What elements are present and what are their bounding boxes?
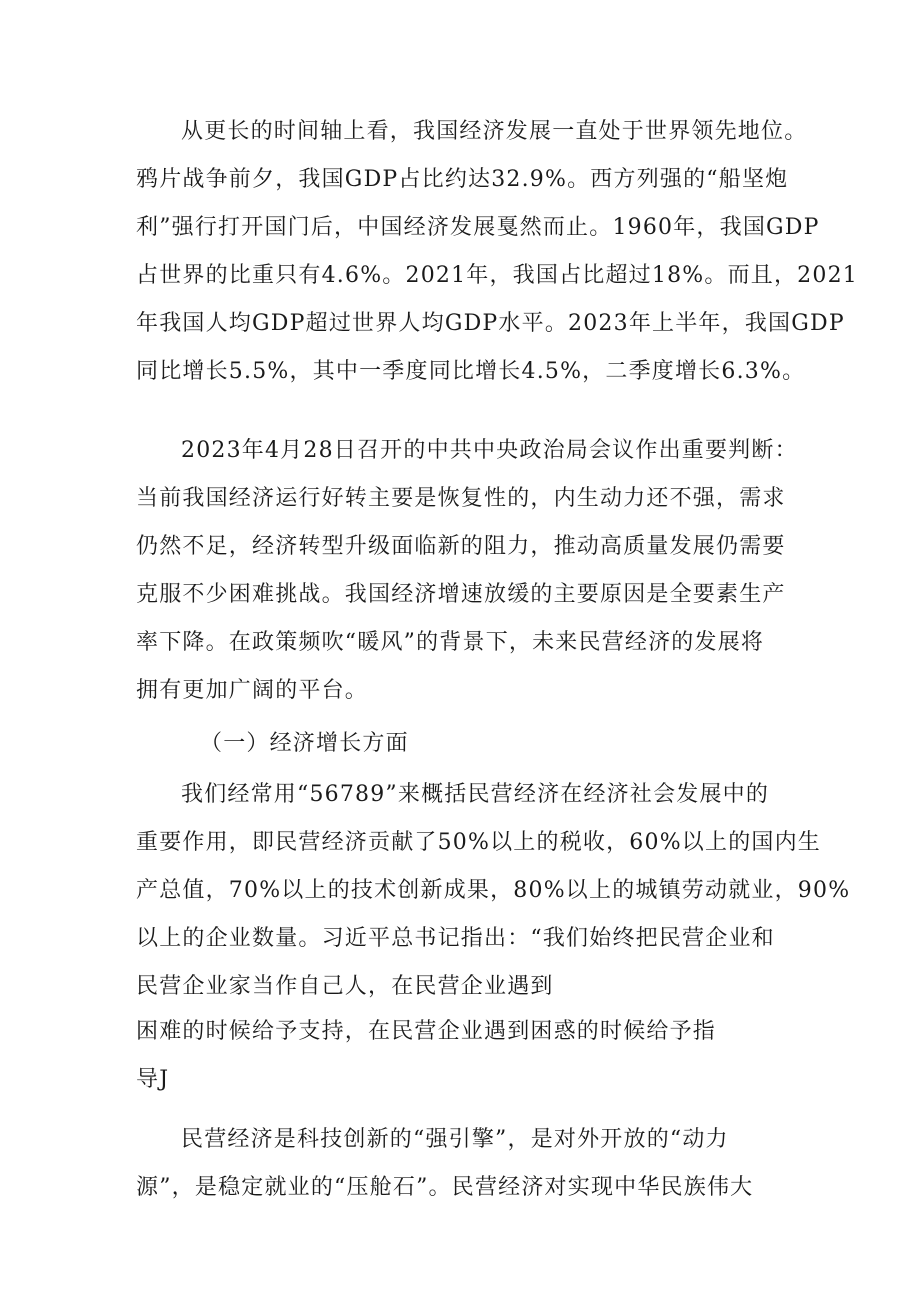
text-line: 年我国人均GDP超过世界人均GDP水平。2023年上半年，我国GDP [136,311,845,336]
text-line: 民营企业家当作自己人，在民营企业遇到 [136,974,554,999]
text-line: 当前我国经济运行好转主要是恢复性的，内生动力还不强，需求 [136,486,786,511]
text-line: 产总值，70%以上的技术创新成果，80%以上的城镇劳动就业，90% [136,878,851,903]
text-line: 我们经常用“56789”来概括民营经济在经济社会发展中的 [181,782,770,807]
text-line: 重要作用，即民营经济贡献了50%以上的税收，60%以上的国内生 [136,830,821,855]
text-line: 仍然不足，经济转型升级面临新的阻力，推动高质量发展仍需要 [136,534,786,559]
text-line: 拥有更加广阔的平台。 [136,678,369,703]
text-line: 源”，是稳定就业的“压舱石”。民营经济对实现中华民族伟大 [136,1175,754,1200]
text-line: 民营经济是科技创新的“强引擎”，是对外开放的“动力 [181,1127,729,1152]
text-line: 2023年4月28日召开的中共中央政治局会议作出重要判断： [181,438,798,463]
text-line: 占世界的比重只有4.6%。2021年，我国占比超过18%。而且，2021 [136,263,858,288]
text-line: 率下降。在政策频吹“暖风”的背景下，未来民营经济的发展将 [136,630,765,655]
text-line: 利”强行打开国门后，中国经济发展戛然而止。1960年，我国GDP [136,215,820,240]
section-heading: （一）经济增长方面 [200,731,409,756]
text-line: 导J [136,1067,170,1092]
text-line: 鸦片战争前夕，我国GDP占比约达32.9%。西方列强的“船坚炮 [136,167,789,192]
text-line: 克服不少困难挑战。我国经济增速放缓的主要原因是全要素生产 [136,582,786,607]
text-line: 以上的企业数量。习近平总书记指出：“我们始终把民营企业和 [136,926,775,951]
text-line: 困难的时候给予支持，在民营企业遇到困惑的时候给予指 [136,1019,717,1044]
text-line: 同比增长5.5%，其中一季度同比增长4.5%，二季度增长6.3%。 [136,359,806,384]
text-line: 从更长的时间轴上看，我国经济发展一直处于世界领先地位。 [181,119,808,144]
